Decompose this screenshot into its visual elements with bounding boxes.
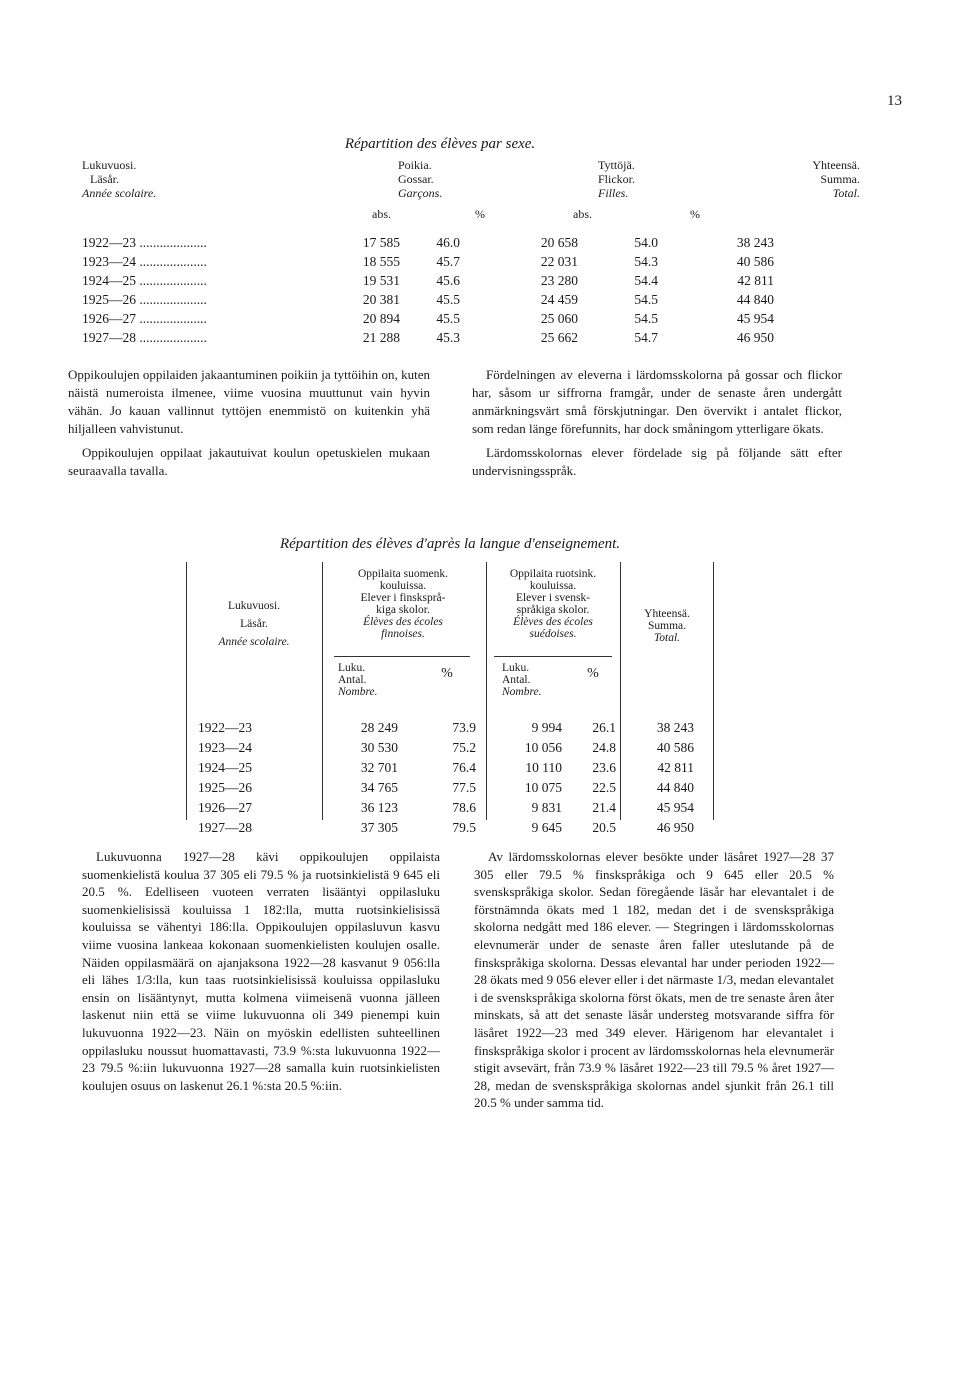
table1-year-header: Lukuvuosi. Läsår. Année scolaire.: [82, 158, 157, 200]
table2-sv-count-cell: 10 110: [525, 760, 562, 775]
table2: [186, 562, 714, 835]
table2-total-cell: 44 840: [656, 780, 694, 795]
table2-fi-count-cell: 30 530: [360, 740, 398, 755]
table2-swedish-header: Oppilaita ruotsink. kouluissa. Elever i svensk- språkiga skolor. Élèves des écoles suédoises.: [509, 568, 597, 640]
table2-fi-count-cell: 28 249: [360, 720, 398, 735]
table1-row: [82, 251, 774, 270]
page-number: 13: [887, 93, 902, 109]
table2-fi-count-cell: 37 305: [360, 820, 398, 835]
table1-year-cell: 1927—28 ....................: [82, 330, 207, 345]
table1-girls-cell: 25 060: [540, 311, 578, 326]
table1-girls-pct-cell: 54.3: [634, 254, 658, 269]
table1-girls-cell: 22 031: [540, 254, 578, 269]
para-fi-3: Lukuvuonna 1927—28 kävi oppikoulujen oppilaista suomenkielistä koulua 37 305 eli 79.5 % ja ruotsinkielistä 9 645 eli 20.5 %. Edelliseen vuoteen verraten lisääntyi oppilasluku suomenkielisissä kouluissa 1 182:lla, mutta ruotsinkielisissä kouluissa se vähentyi 186:lla. Oppikoulujen oppilasluvun kasvu viime vuosina lankeaa kokonaan suomenkielisten koulujen osalle. Näiden oppilasmäärä on ajanjaksona 1922—28 kasvanut 9 056:lla eli lähes 1/3:lla, kun taas ruotsinkielisissä kouluissa oppilasluku ensin on lisääntynyt, mutta kolmena viimeisenä vuonna jälleen laskenut niin että se viime lukuvuonna oli 349 pienempi kuin lukuvuonna 1922—23. Näin on myöskin edellisten suhteellinen oppilasluku noussut huomattavasti, 73.9 %:sta lukuvuonna 1922—23 79.5 %:iin lukuvuonna 1927—28 samalla kuin ruotsinkielisten koulujen osuus on laskenut 26.1 %:sta 20.5 %:iin.: [82, 849, 440, 1093]
table2-sv-count-cell: 9 994: [531, 720, 562, 735]
table2-fi-count-cell: 36 123: [360, 800, 398, 815]
table2-sv-pct-cell: 23.6: [592, 760, 616, 775]
table2-total-cell: 40 586: [656, 740, 694, 755]
table2-year-header: Lukuvuosi. Läsår. Année scolaire.: [218, 600, 290, 648]
para-sv-3: Av lärdomsskolornas elever besökte under läsåret 1927—28 37 305 eller 79.5 % finskspråkiga och 9 645 eller 20.5 % svenskspråkiga skolor. Sedan föregående läsår har elevantalet i de förstnämnda ökats med 1 182, medan det i de svenskspråkiga skolorna nedgått med 186 elever. — Stegringen i lärdomsskolornas elevnumerär under de senaste åren faller uteslutande på de finskspråkiga skolorna. Dessas elevantal har under perioden 1922—28 ökats med 9 056 elever eller i det närmaste 1/3, medan elevantalet i de svenskspråkiga skolorna först ökats, men de tre senaste åren åter minskats, så att det senaste läsår understeg motsvarande siffra för läsåret 1922—23 med 349 elever. Härigenom har elevantalet i finskspråkiga skolor i procent av lärdomsskolornas hela elevnumerär stigit avsevärt, från 73.9 % läsåret 1922—23 till 79.5 % året 1927—28, medan de svenskspråkiga skolornas andel sjunkit från 26.1 till 20.5 % under samma tid.: [474, 849, 834, 1111]
swedish-text-block-1: [472, 366, 842, 480]
table1-boys-pct-cell: 45.5: [436, 292, 460, 307]
table2-fi-pct-cell: 78.6: [452, 800, 476, 815]
table2-fi-pct-cell: 77.5: [452, 780, 476, 795]
table1-boys-pct-cell: 46.0: [436, 235, 460, 250]
table2-pct-header-sv: %: [587, 666, 599, 681]
table2-sv-pct-cell: 22.5: [592, 780, 616, 795]
table1-boys-cell: 18 555: [362, 254, 400, 269]
table1-unit-abs-girls: abs.: [573, 207, 592, 221]
table2-year-cell: 1924—25: [198, 760, 252, 775]
table1-total-cell: 45 954: [736, 311, 774, 326]
table2-rule: [322, 562, 323, 820]
table2-sv-count-cell: 10 056: [524, 740, 562, 755]
table2-year-cell: 1926—27: [198, 800, 252, 815]
para-fi-1: Oppikoulujen oppilaiden jakaantuminen poikiin ja tyttöihin on, kuten näistä numeroista ilmenee, viime vuosina muuttunut vain hyvin vähän. Jo kauan vallinnut tyttöjen enemmistö on kuitenkin yhä hiljalleen vahvistunut.: [68, 367, 430, 436]
table2-year-cell: 1925—26: [198, 780, 252, 795]
table1-row: [82, 270, 774, 289]
table1-year-cell: 1924—25 ....................: [82, 273, 207, 288]
table2-title: Répartition des élèves d'après la langue d'enseignement.: [279, 536, 621, 552]
table2-fi-pct-cell: 73.9: [452, 720, 476, 735]
table1-girls-pct-cell: 54.5: [634, 311, 658, 326]
table2-fi-pct-cell: 79.5: [452, 820, 476, 835]
table1-boys-pct-cell: 45.3: [436, 330, 460, 345]
table1-girls-header: Tyttöjä. Flickor. Filles.: [598, 158, 636, 200]
table1-boys-header: Poikia. Gossar. Garçons.: [398, 158, 443, 200]
finnish-text-block-1: [68, 366, 430, 480]
table2-sv-pct-cell: 26.1: [592, 720, 616, 735]
table2-sv-count-cell: 9 831: [531, 800, 562, 815]
table1-boys-cell: 20 894: [362, 311, 400, 326]
table1: [82, 232, 774, 346]
table1-unit-pct-boys: %: [475, 207, 485, 221]
table1-girls-cell: 24 459: [540, 292, 578, 307]
table2-rule: [186, 562, 187, 820]
swedish-text-block-2: [474, 848, 834, 1112]
table1-year-cell: 1922—23 ....................: [82, 235, 207, 250]
table1-girls-cell: 25 662: [540, 330, 578, 345]
table1-girls-cell: 23 280: [540, 273, 578, 288]
table1-row: [82, 289, 774, 308]
table2-sv-count-cell: 9 645: [531, 820, 562, 835]
table1-year-cell: 1925—26 ....................: [82, 292, 207, 307]
table1-boys-pct-cell: 45.5: [436, 311, 460, 326]
table2-fi-count-cell: 34 765: [360, 780, 398, 795]
table2-sv-pct-cell: 24.8: [592, 740, 616, 755]
table1-year-cell: 1923—24 ....................: [82, 254, 207, 269]
table1-total-cell: 40 586: [736, 254, 774, 269]
table2-rule: [334, 656, 470, 657]
para-sv-1: Fördelningen av eleverna i lärdomsskolorna på gossar och flickor har, såsom ur siffrorna framgår, under de senaste åren undergått anmärkningsvärt små förskjutningar. Den övervikt i antalet flickor, som redan länge förefunnits, har dock småningom ytterligare ökats.: [472, 367, 842, 436]
table2-total-cell: 45 954: [656, 800, 694, 815]
table2-sv-pct-cell: 20.5: [592, 820, 616, 835]
table1-girls-pct-cell: 54.4: [634, 273, 658, 288]
table2-year-cell: 1923—24: [198, 740, 252, 755]
table2-total-cell: 46 950: [656, 820, 694, 835]
table2-sv-pct-cell: 21.4: [592, 800, 616, 815]
table1-row: [82, 327, 774, 346]
table2-pct-header-fi: %: [441, 666, 453, 681]
table1-boys-cell: 19 531: [362, 273, 400, 288]
table1-boys-pct-cell: 45.7: [436, 254, 460, 269]
para-fi-2: Oppikoulujen oppilaat jakautuivat koulun opetuskielen mukaan seuraavalla tavalla.: [68, 445, 430, 478]
table2-count-header-fi: Luku. Antal. Nombre.: [338, 662, 378, 698]
table1-girls-pct-cell: 54.5: [634, 292, 658, 307]
table1-title: Répartition des élèves par sexe.: [344, 136, 536, 152]
table1-row: [82, 232, 774, 251]
table2-total-cell: 42 811: [657, 760, 694, 775]
table1-unit-pct-girls: %: [690, 207, 700, 221]
table2-count-header-sv: Luku. Antal. Nombre.: [502, 662, 542, 698]
table1-total-cell: 38 243: [736, 235, 774, 250]
table2-finnish-header: Oppilaita suomenk. kouluissa. Elever i finsksprå- kiga skolor. Élèves des écoles finnoises.: [357, 568, 449, 640]
table2-total-cell: 38 243: [656, 720, 694, 735]
table2-rule: [713, 562, 714, 820]
table1-boys-pct-cell: 45.6: [436, 273, 460, 288]
table1-row: [82, 308, 774, 327]
table1-total-cell: 46 950: [736, 330, 774, 345]
table1-boys-cell: 20 381: [362, 292, 400, 307]
table1-girls-pct-cell: 54.0: [634, 235, 658, 250]
table2-year-cell: 1927—28: [198, 820, 252, 835]
table2-fi-pct-cell: 75.2: [452, 740, 476, 755]
table1-year-cell: 1926—27 ....................: [82, 311, 207, 326]
table1-unit-abs-boys: abs.: [372, 207, 391, 221]
table2-fi-pct-cell: 76.4: [452, 760, 476, 775]
table1-girls-pct-cell: 54.7: [634, 330, 658, 345]
finnish-text-block-2: [82, 848, 440, 1094]
table2-sv-count-cell: 10 075: [524, 780, 562, 795]
table2-rule: [494, 656, 612, 657]
table2-year-cell: 1922—23: [198, 720, 252, 735]
table1-total-header: Yhteensä. Summa. Total.: [812, 158, 860, 200]
table2-total-header: Yhteensä. Summa. Total.: [644, 608, 690, 644]
table2-fi-count-cell: 32 701: [360, 760, 398, 775]
table1-total-cell: 44 840: [736, 292, 774, 307]
table1-girls-cell: 20 658: [540, 235, 578, 250]
table1-boys-cell: 21 288: [362, 330, 400, 345]
table1-total-cell: 42 811: [737, 273, 774, 288]
table1-boys-cell: 17 585: [362, 235, 400, 250]
para-sv-2: Lärdomsskolornas elever fördelade sig på följande sätt efter undervisningsspråk.: [472, 445, 842, 478]
